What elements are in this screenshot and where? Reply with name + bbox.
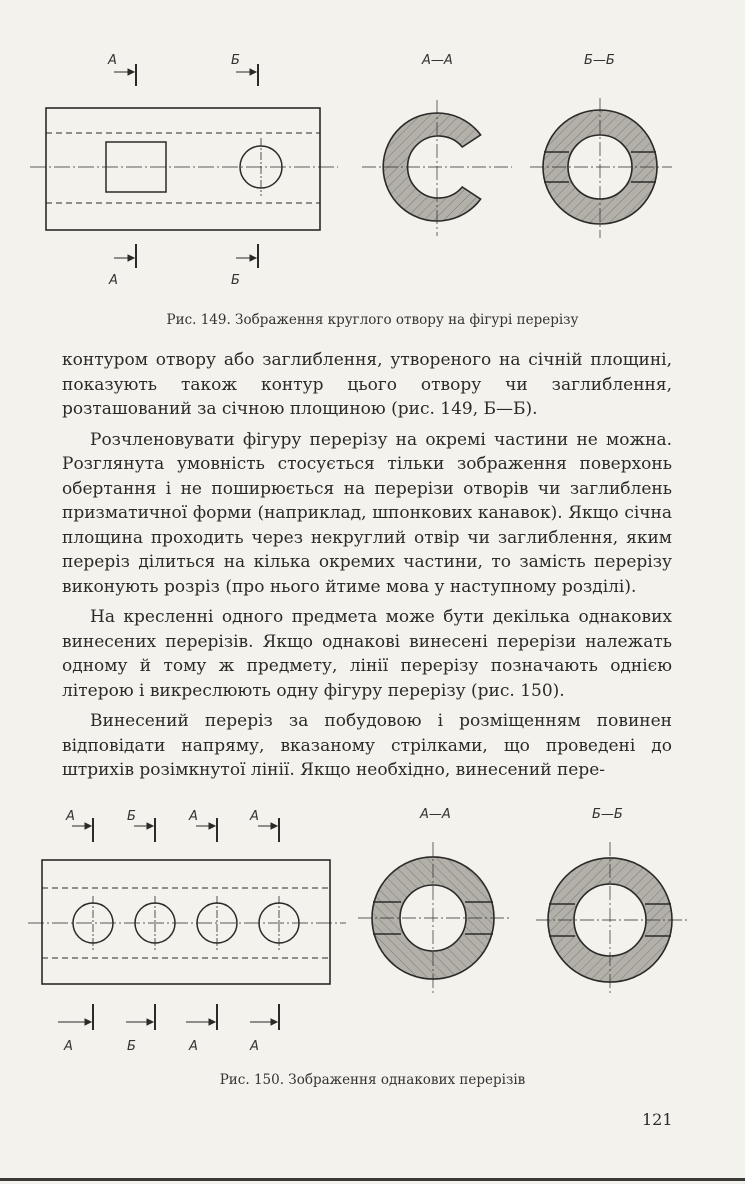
part-view [30,108,338,230]
body-text [62,348,672,789]
paragraph-1: контуром отвору або заглиблення, утвореного на січній площині, показують також контур цього отвору чи заглиблення, розташований за січною площиною (рис. 149, Б—Б). [62,350,672,419]
mark150-top-4: А [250,809,259,824]
mark-label-top-a: А [108,53,117,68]
section-b-title: Б—Б [584,53,615,68]
mark150-top-3: А [189,809,198,824]
section150-b-b [536,842,690,996]
section150-a-title: А—А [420,807,451,822]
figure-149-caption: Рис. 149. Зображення круглого отвору на фігурі перерізу [166,312,579,328]
section-a-title: А—А [422,53,453,68]
section150-a-a [358,842,510,996]
bottom-rule [0,1178,745,1181]
mark-label-bottom-a: А [109,273,118,288]
mark150-bottom-3: А [189,1039,198,1054]
mark150-top-1: А [66,809,75,824]
figure-149 [0,40,745,300]
section-marks-150 [58,818,279,1030]
paragraph-3: На кресленні одного предмета може бути декілька однакових винесених перерізів. Якщо однакові винесені перерізи належать одному й тому ж предмету, лінії перерізу позначають однією літерою і викреслюють одну фігуру перерізу (рис. 150). [62,607,672,701]
page-number: 121 [642,1110,673,1129]
mark150-bottom-4: А [250,1039,259,1054]
mark-label-bottom-b: Б [231,273,240,288]
mark-label-top-b: Б [231,53,240,68]
section-a-a [362,100,512,236]
section150-b-title: Б—Б [592,807,623,822]
figure-150-caption: Рис. 150. Зображення однакових перерізів [219,1072,526,1088]
figure-149-drawing [0,40,745,300]
figure-150-drawing [0,798,745,1058]
mark150-bottom-2: Б [127,1039,136,1054]
paragraph-2: Розчленовувати фігуру перерізу на окремі частини не можна. Розглянута умовність стосується тільки зображення поверхонь обертання і не поширюється на перерізи отворів чи заглиблень призматичної форми (наприклад, шпонкових канавок). Якщо січна площина проходить через некруглий отвір чи заглиблення, яким переріз ділиться на кілька окремих частини, то замість перерізу виконують розріз (про нього йтиме мова у наступному розділі). [62,429,672,597]
section-marks [114,64,258,268]
section-b-b [530,98,672,238]
mark150-top-2: Б [127,809,136,824]
mark150-bottom-1: А [64,1039,73,1054]
figure-150 [0,798,745,1058]
paragraph-4: Винесений переріз за побудовою і розміщенням повинен відповідати напряму, вказаному стрілками, що проведені до штрихів розімкнутої лінії. Якщо необхідно, винесений пере- [62,711,672,780]
shaft-view [28,860,346,984]
